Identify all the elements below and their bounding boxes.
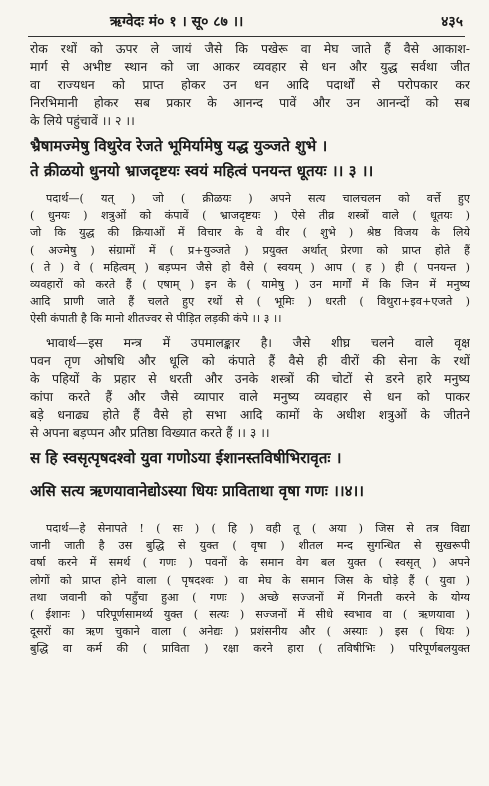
text-line: तथा जवानी को पहुँचा हुआ ( गणः ) अच्छे सज्जनों में गिनती करने के योग्य [30,590,470,604]
text-line: ( ते ) वे ( महित्वम् ) बड़प्पन जैसे हो वैसे ( स्वयम् ) आप ( ह ) ही ( पनयन्त ) [30,260,470,274]
text-line: वर्षा करने में समर्थ ( गणः ) पवनों के समान वेग बल युक्त ( स्वसृत् ) अपने [30,556,470,570]
text-line: आदि प्राणी जाते हैं चलते हुए रथों से ( भूमिः ) धरती ( विथुरा+इव+एजते ) [30,295,470,309]
text-line: रोक रथों को ऊपर ले जायं जैसे कि पखेरू वा मेघ जाते हैं वैसे आकाश- [30,41,470,56]
padartha-3 [30,190,470,328]
text-line: पवन तृण ओषधि और धूलि को कंपाते हैं वैसे ही वीरों की सेना के रथों [30,353,470,368]
mantra-line: भ्रैषामज्मेषु विथुरेव रेजते भूमिर्यामेषु यद्ध युञ्जते शुभे । [30,137,328,155]
text-line: दूसरों का ऋण चुकाने वाला ( अनेद्यः ) प्रशंसनीय और ( अस्याः ) इस ( धियः ) [30,625,470,639]
mantra-3 [30,134,470,184]
text-line: निरभिमानी होकर सब प्रकार के आनन्द पावें और उन आनन्दों को सब [30,95,470,110]
text-line: ऐसी कंपाती है कि मानो शीतज्वर से पीड़ित लड़की कंपे ।। ३ ।। [30,312,282,326]
text-line: मार्ग से अभीष्ट स्थान को जा आकर व्यवहार से धन और युद्ध सर्वथा जीत [30,59,470,74]
text-line: ( अज्मेषु ) संग्रामों में ( प्र+युञ्जते ) प्रयुक्त अर्थात् प्रेरणा को प्राप्त होते हैं [30,243,470,257]
page-number: ४३५ [441,14,463,30]
header-rule [28,36,465,37]
running-head: ऋग्वेदः मं० १ । सू० ८७ ।। [110,14,244,30]
text-line: व्यवहारों को करते हैं ( एषाम् ) इन के ( यामेषु ) उन मार्गों में कि जिन में मनुष्य [30,277,470,291]
text-line: कांपा करते हैं और जैसे व्यापार वाले मनुष्य व्यवहार से धन को पाकर [30,389,470,404]
continuation-paragraph [30,40,470,130]
text-line: ( धुनयः ) शत्रुओं को कंपावें ( भ्राजदृष्टयः ) ऐसे तीव्र शस्त्रों वाले ( धूतयः ) [30,209,470,223]
page-header [60,10,463,32]
text-line: भावार्थ—इस मन्त्र में उपमालङ्कार है। जैसे शीघ्र चलने वाले वृक्ष [46,335,470,350]
mantra-line: स हि स्वसृत्पृषदश्वो युवा गणोऽया ईशानस्तविषीभिरावृतः । [30,449,342,467]
text-line: लोगों को प्राप्त होने वाला ( पृषदश्वः ) वा मेघ के समान जिस के घोड़े हैं ( युवा ) [30,573,470,587]
mantra-4 [30,446,470,504]
text-line: से अपना बड़प्पन और प्रतिष्ठा विख्यात करते हैं ।। ३ ।। [30,425,270,440]
mantra-line: असि सत्य ऋणयावानेद्योऽस्या धियः प्राविताथा वृषा गणः ।।४।। [30,482,365,500]
text-line: जानी जाती है उस बुद्धि से युक्त ( वृषा ) शीतल मन्द सुगन्धित से सुखरूपी [30,539,470,553]
text-line: बड़े धनाढ्य होते हैं वैसे हो सभा आदि कामों के अधीश शत्रुओं के जीतने [30,407,470,422]
text-line: बुद्धि वा कर्म की ( प्राविता ) रक्षा करने हारा ( तविषीभिः ) परिपूर्णबलयुक्त [30,642,470,656]
text-line: के पहियों के प्रहार से धरती और उनके शस्त्रों की चोटों से डरने हारे मनुष्य [30,371,470,386]
mantra-line: ते क्रीळयो धुनयो भ्राजदृष्टयः स्वयं महित्वं पनयन्त धूतयः ।। ३ ।। [30,162,374,180]
text-line: के लिये पहुंचावें ।। २ ।। [30,113,135,128]
text-line: वा राज्यधन को प्राप्त होकर उन धन आदि पदार्थों से परोपकार कर [30,77,470,92]
padartha-4 [30,520,470,658]
bhavartha-3 [30,334,470,442]
text-line: ( ईशानः ) परिपूर्णसामर्थ्य युक्त ( सत्यः ) सज्जनों में सीधे स्वभाव वा ( ऋणयावा ) [30,607,470,621]
text-line: पदार्थ—हे सेनापते ! ( सः ) ( हि ) वही तू ( अया ) जिस से तत्र विद्या [46,522,470,535]
text-line: पदार्थ—( यत् ) जो ( क्रीळयः ) अपने सत्य चालचलन को वर्त्ते हुए [46,192,470,205]
text-line: जो कि युद्ध की क्रियाओं में विचार के वे वीर ( शुभे ) श्रेष्ठ विजय के लिये [30,226,470,240]
